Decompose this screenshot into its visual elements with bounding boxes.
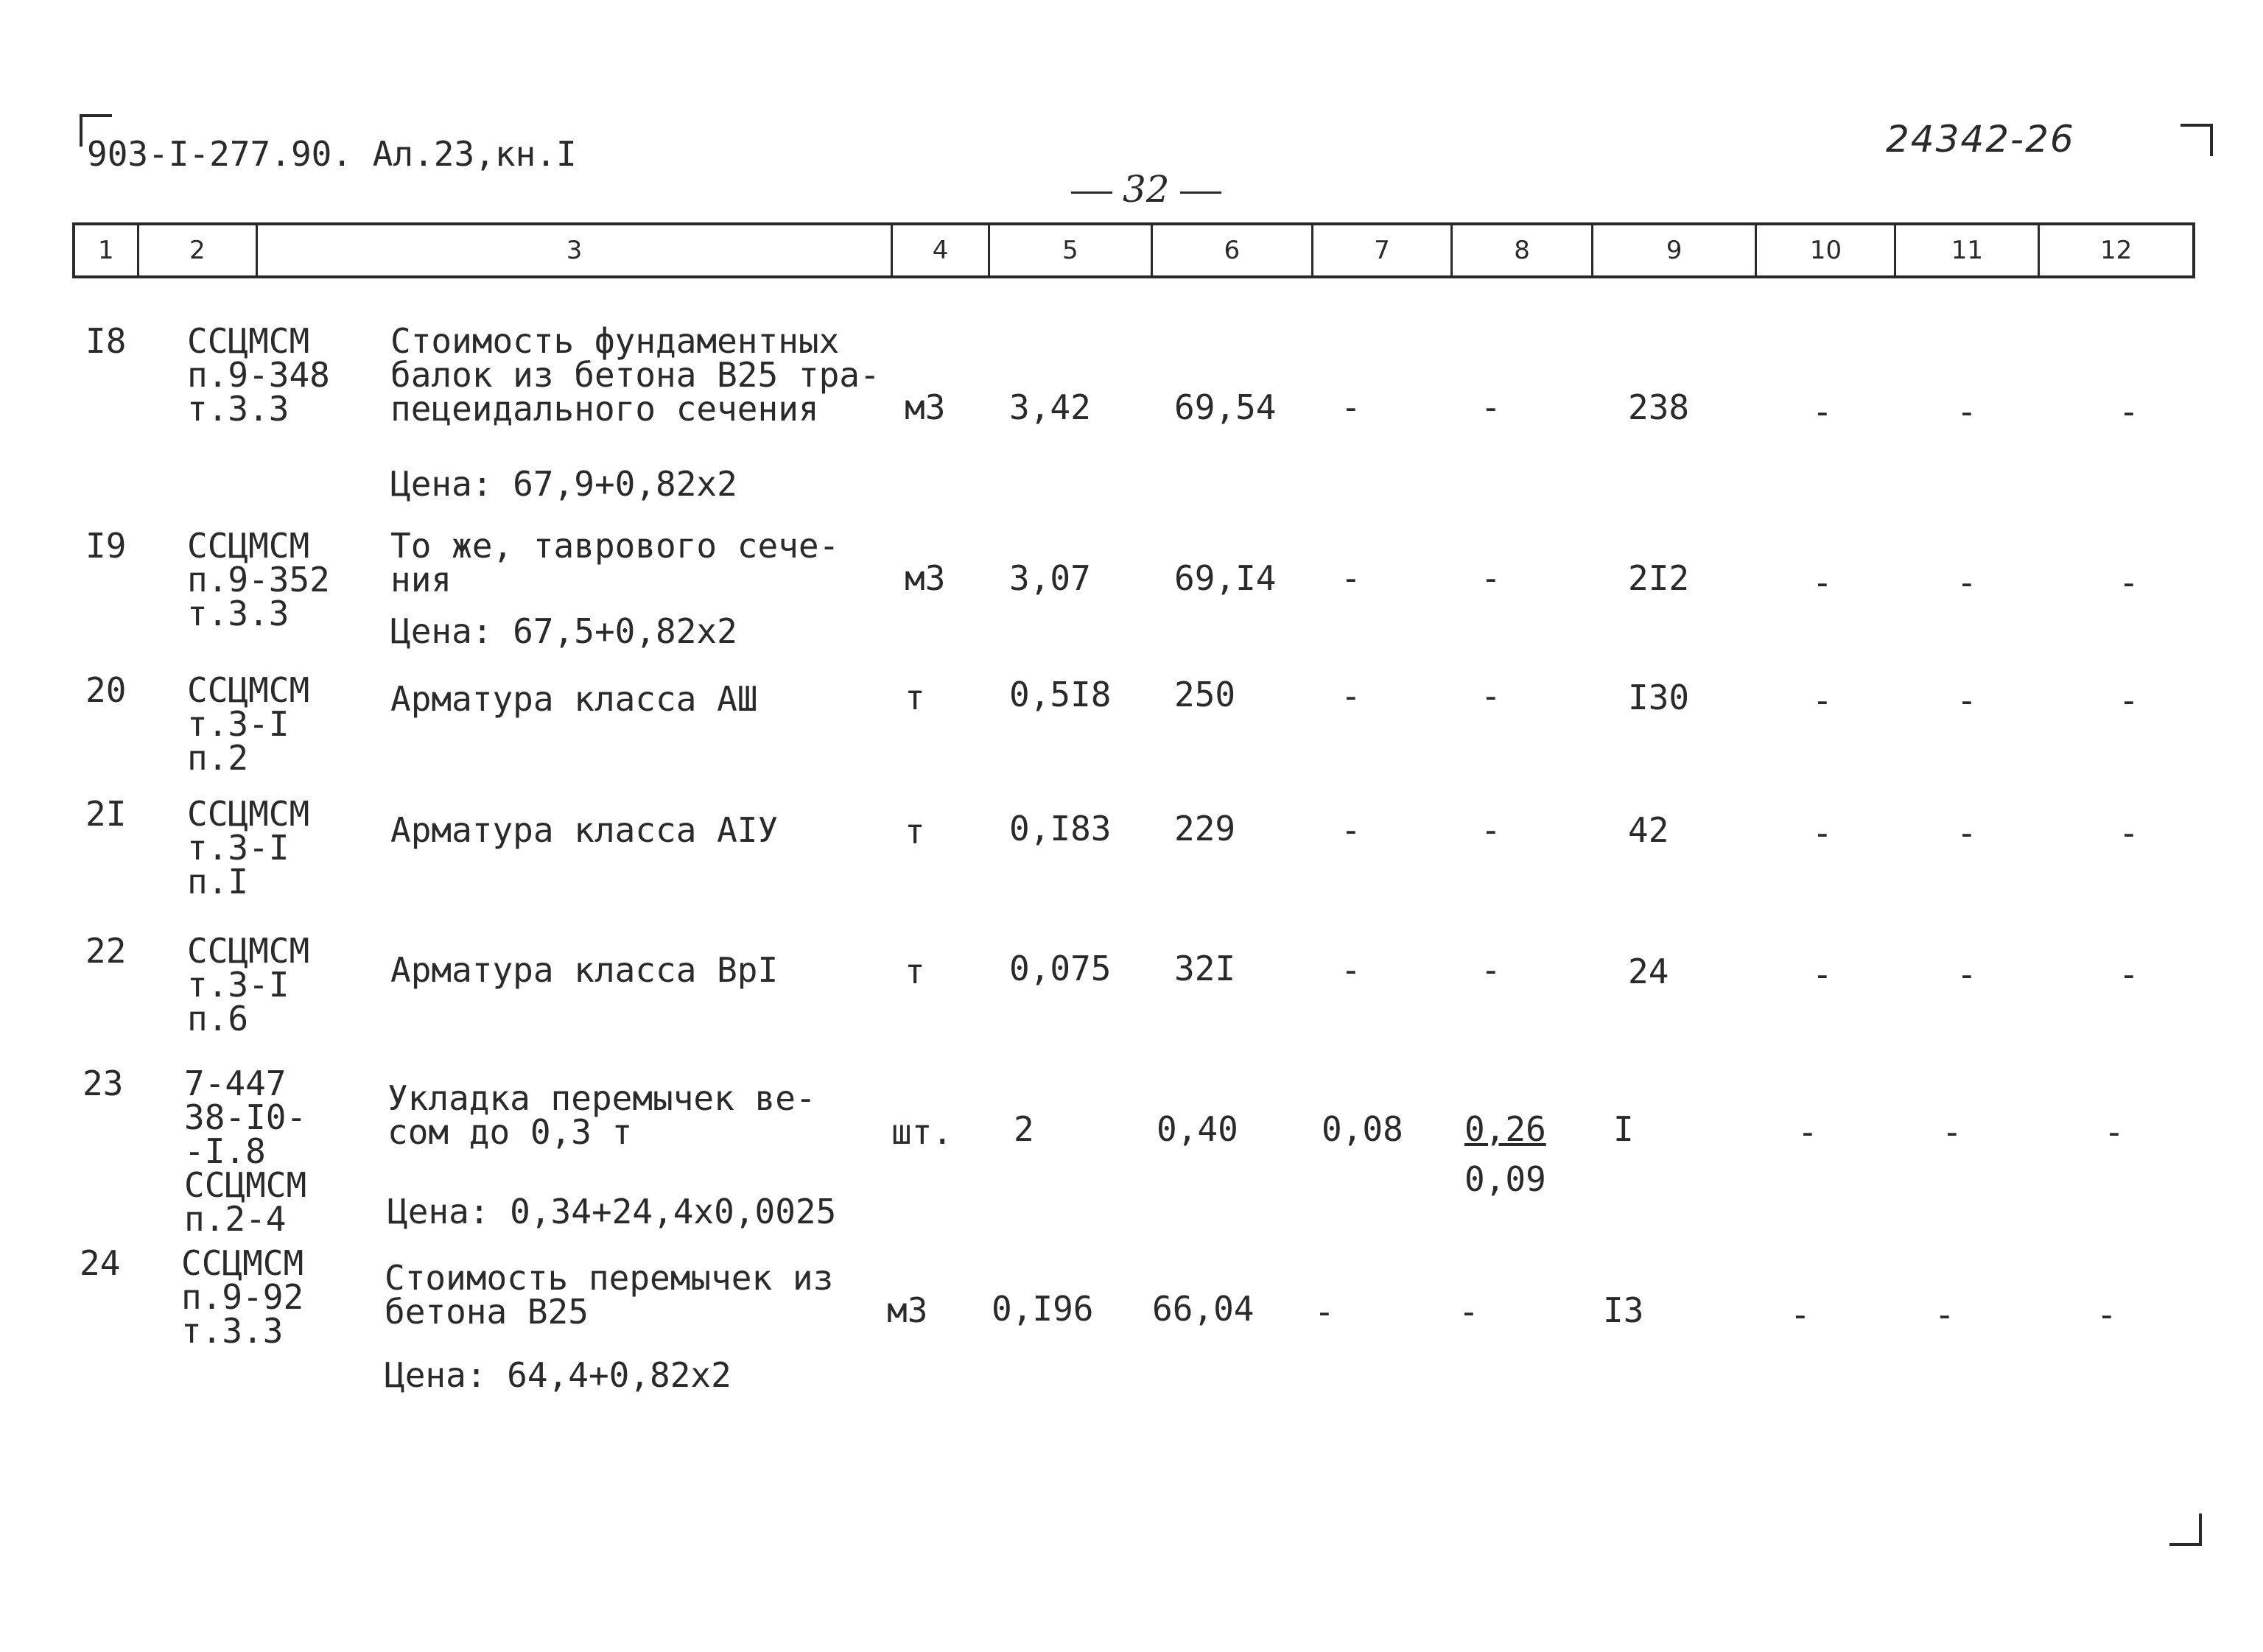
col8-secondary-value: 0,09	[1464, 1159, 1546, 1199]
unit: т	[905, 812, 925, 851]
col8-value: -	[1481, 810, 1501, 850]
col12-value: -	[2097, 1295, 2117, 1335]
row-number: I9	[85, 526, 127, 566]
col8-value: -	[1459, 1292, 1479, 1332]
col12-value: -	[2119, 681, 2139, 720]
document-code: 903-I-277.90. Ал.23,кн.I	[87, 134, 577, 174]
corner-mark-bottom-right	[2169, 1514, 2202, 1546]
col6-value: 32I	[1174, 949, 1236, 988]
column-header-row	[72, 222, 2195, 278]
column-header-2: 2	[139, 225, 258, 275]
price-note: Цена: 67,9+0,82х2	[390, 464, 737, 504]
item-description: Арматура класса АШ	[390, 679, 758, 719]
page-number	[1061, 168, 1232, 211]
col9-value: 24	[1628, 952, 1669, 991]
col7-value: -	[1341, 950, 1361, 990]
col11-value: -	[1957, 681, 1977, 720]
col6-value: 0,40	[1157, 1109, 1238, 1149]
col6-value: 66,04	[1152, 1289, 1255, 1329]
column-header-1: 1	[75, 225, 139, 275]
col10-value: -	[1812, 955, 1833, 994]
col7-value: -	[1341, 676, 1361, 716]
col8-value: 0,26	[1464, 1109, 1546, 1149]
col9-value: 42	[1628, 810, 1669, 850]
col10-value: -	[1812, 681, 1833, 720]
col7-value: -	[1341, 387, 1361, 427]
col10-value: -	[1812, 563, 1833, 602]
col9-value: 2I2	[1628, 558, 1690, 598]
quantity: 3,07	[1009, 558, 1091, 598]
quantity: 0,I96	[992, 1289, 1094, 1329]
row-number: 23	[83, 1064, 124, 1103]
col8-value: -	[1481, 558, 1501, 598]
quantity: 0,075	[1009, 949, 1112, 988]
unit: м3	[905, 387, 946, 427]
col7-value: 0,08	[1322, 1109, 1403, 1149]
price-reference: ССЦМСМ т.3-I п.I	[187, 794, 310, 901]
col9-value: 238	[1628, 387, 1690, 427]
column-header-12: 12	[2100, 236, 2133, 265]
col10-value: -	[1812, 392, 1833, 432]
col11-value: -	[1957, 955, 1977, 994]
col9-value: I	[1613, 1109, 1634, 1149]
row-number: 22	[85, 931, 127, 971]
row-number: I8	[85, 321, 127, 361]
col11-value: -	[1957, 392, 1977, 432]
item-description: Укладка перемычек ве- сом до 0,3 т	[387, 1078, 816, 1152]
column-header-5: 5	[990, 225, 1152, 275]
column-header-4: 4	[893, 225, 990, 275]
price-note: Цена: 0,34+24,4х0,0025	[387, 1192, 837, 1231]
price-reference: ССЦМСМ т.3-I п.6	[187, 931, 310, 1038]
col6-value: 250	[1174, 675, 1236, 714]
col11-value: -	[1942, 1112, 1962, 1152]
price-note: Цена: 64,4+0,82х2	[385, 1355, 731, 1395]
quantity: 0,5I8	[1009, 675, 1112, 714]
item-description: Арматура класса АIУ	[390, 810, 779, 850]
col11-value: -	[1934, 1295, 1955, 1335]
price-reference: ССЦМСМ п.9-92 т.3.3	[181, 1243, 304, 1351]
unit: м3	[905, 558, 946, 598]
col8-value: -	[1481, 387, 1501, 427]
quantity: 2	[1014, 1109, 1034, 1149]
row-number: 24	[80, 1243, 121, 1283]
col8-value: -	[1481, 676, 1501, 716]
col7-value: -	[1341, 810, 1361, 850]
page-number-value: 32	[1123, 168, 1170, 211]
unit: т	[905, 952, 925, 991]
item-description: Арматура класса ВрI	[390, 950, 779, 990]
col6-value: 69,I4	[1174, 558, 1277, 598]
col10-value: -	[1790, 1295, 1811, 1335]
col10-value: -	[1797, 1112, 1818, 1152]
quantity: 3,42	[1009, 387, 1091, 427]
item-description: То же, таврового сече- ния	[390, 526, 840, 600]
price-reference: ССЦМСМ п.9-352 т.3.3	[187, 526, 330, 633]
column-header-7: 7	[1313, 225, 1453, 275]
col7-value: -	[1341, 558, 1361, 598]
col11-value: -	[1957, 813, 1977, 853]
unit: шт.	[891, 1112, 953, 1152]
col12-value: -	[2119, 813, 2139, 853]
col9-value: I30	[1628, 678, 1690, 717]
col12-value: -	[2119, 563, 2139, 602]
quantity: 0,I83	[1009, 809, 1112, 848]
column-header-8: 8	[1453, 225, 1593, 275]
handwritten-id: 24342-26	[1886, 118, 2075, 161]
price-reference: ССЦМСМ п.9-348 т.3.3	[187, 321, 330, 429]
price-note: Цена: 67,5+0,82х2	[390, 611, 737, 651]
col12-value: -	[2119, 955, 2139, 994]
column-header-11: 11	[1896, 225, 2040, 275]
price-reference: 7-447 38-I0- -I.8 ССЦМСМ п.2-4	[184, 1064, 307, 1239]
unit: м3	[887, 1290, 928, 1330]
unit: т	[905, 678, 925, 717]
column-header-6: 6	[1153, 225, 1314, 275]
col7-value: -	[1314, 1292, 1335, 1332]
price-reference: ССЦМСМ т.3-I п.2	[187, 670, 310, 778]
item-description: Стоимость фундаментных балок из бетона В25 тра- пецеидального сечения	[390, 321, 880, 429]
col6-value: 229	[1174, 809, 1236, 848]
col12-value: -	[2119, 392, 2139, 432]
row-number: 2I	[85, 794, 127, 834]
row-number: 20	[85, 670, 127, 710]
corner-mark-top-right	[2180, 124, 2213, 156]
column-header-3: 3	[258, 225, 893, 275]
col8-value: -	[1481, 950, 1501, 990]
column-header-9: 9	[1593, 225, 1757, 275]
col12-value: -	[2104, 1112, 2125, 1152]
col11-value: -	[1957, 563, 1977, 602]
col9-value: I3	[1603, 1290, 1644, 1330]
col6-value: 69,54	[1174, 387, 1277, 427]
col10-value: -	[1812, 813, 1833, 853]
column-header-10: 10	[1757, 225, 1896, 275]
item-description: Стоимость перемычек из бетона В25	[385, 1258, 834, 1332]
